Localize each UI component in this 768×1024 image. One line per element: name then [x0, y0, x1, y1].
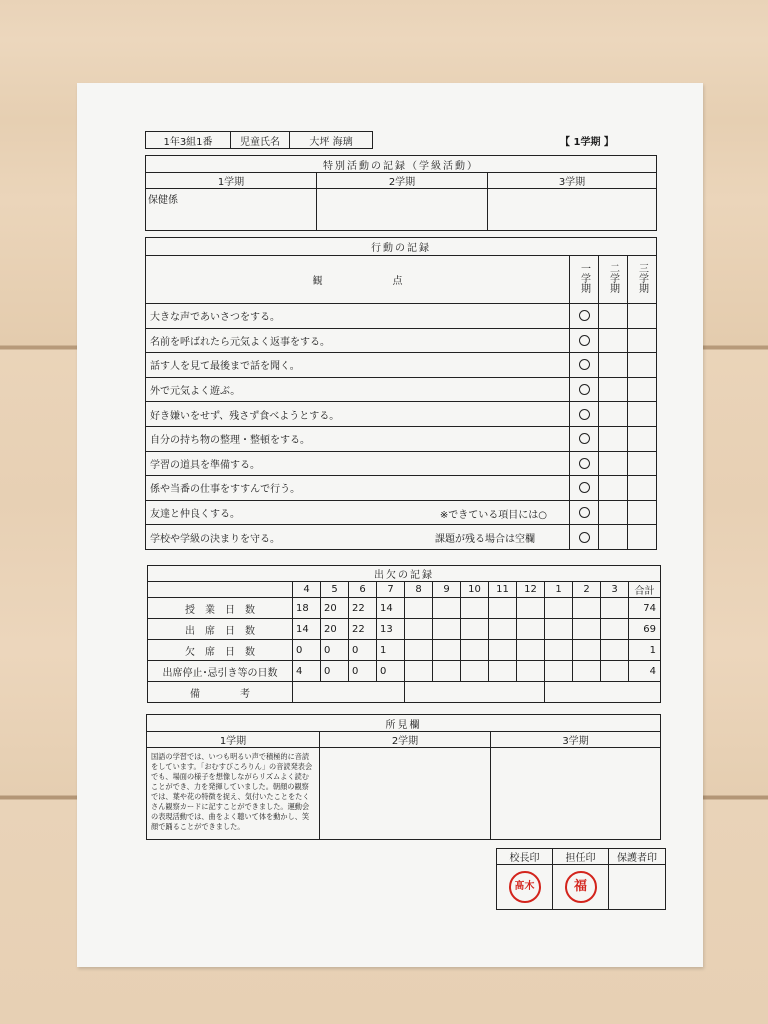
behavior-row: [146, 451, 657, 476]
circle-mark-icon: [579, 433, 590, 444]
behavior-row: [146, 402, 657, 427]
circle-mark-icon: [579, 310, 590, 321]
attendance-cell: [461, 619, 489, 640]
attendance-cell: [601, 661, 629, 682]
attendance-row: [148, 640, 661, 661]
attendance-cell: 0: [293, 640, 321, 661]
behavior-mark-cell: [570, 353, 599, 378]
behavior-item-text: 学校や学級の決まりを守る。: [150, 533, 280, 545]
behavior-item: [146, 525, 570, 550]
circle-mark-icon: [579, 359, 590, 370]
special-value-3: [488, 189, 657, 231]
attendance-total: 74: [629, 598, 661, 619]
total-header: 合計: [629, 582, 661, 598]
behavior-mark-cell: [570, 426, 599, 451]
behavior-note: 課題が残る場合は空欄: [435, 534, 535, 546]
term-label: 【 1学期 】: [560, 137, 614, 148]
month-header: 9: [433, 582, 461, 598]
attendance-cell: [545, 661, 573, 682]
attendance-title: 出欠の記録: [148, 566, 661, 582]
behavior-mark-cell: [628, 525, 657, 550]
attendance-cell: [405, 619, 433, 640]
remarks-label: 備 考: [148, 682, 293, 703]
behavior-title: 行動の記録: [146, 238, 657, 256]
behavior-mark-cell: [628, 353, 657, 378]
behavior-mark-cell: [570, 304, 599, 329]
behavior-item-text: 係や当番の仕事をすすんで行う。: [150, 484, 301, 496]
behavior-row: [146, 525, 657, 550]
special-term-3: 3学期: [488, 173, 657, 189]
viewpoint-label: 観 点: [146, 256, 570, 304]
behavior-item: [146, 304, 570, 329]
behavior-item-text: 友達と仲良くする。: [150, 509, 240, 521]
comments-table: [146, 714, 661, 840]
behavior-item: [146, 476, 570, 501]
comments-text-1: 国語の学習では、いつも明るい声で積極的に音読をしています。「おむすびころりん」の音読発表会でも、場面の様子を想像しながらリズムよく読むことができ、力を発揮していました。朝顔の観察では、葉や花の特徴を捉え、気付いたことをたくさん観察カードに記すことができました。運動会の表現活動では、曲をよく聴いて体を動かし、笑顔で踊ることができました。: [147, 748, 320, 840]
attendance-total: 4: [629, 661, 661, 682]
teacher-stamp: 福: [565, 871, 597, 903]
behavior-mark-cell: [570, 525, 599, 550]
attendance-cell: [433, 640, 461, 661]
special-term-2: 2学期: [317, 173, 488, 189]
attendance-cell: [517, 598, 545, 619]
student-header: [145, 131, 373, 149]
behavior-mark-cell: [628, 451, 657, 476]
behavior-item: [146, 353, 570, 378]
term-col-1: 一学期: [570, 256, 599, 304]
behavior-mark-cell: [599, 476, 628, 501]
attendance-cell: 18: [293, 598, 321, 619]
behavior-mark-cell: [628, 402, 657, 427]
attendance-cell: 13: [377, 619, 405, 640]
month-header: 12: [517, 582, 545, 598]
attendance-cell: [461, 640, 489, 661]
behavior-mark-cell: [599, 451, 628, 476]
behavior-row: [146, 328, 657, 353]
behavior-row: [146, 304, 657, 329]
circle-mark-icon: [579, 384, 590, 395]
attendance-cell: 14: [377, 598, 405, 619]
month-header: 6: [349, 582, 377, 598]
remarks-2: [405, 682, 545, 703]
attendance-cell: [573, 598, 601, 619]
special-term-1: 1学期: [146, 173, 317, 189]
month-header: 7: [377, 582, 405, 598]
month-header: 11: [489, 582, 517, 598]
teacher-seal-box: [553, 865, 609, 910]
attendance-cell: [461, 598, 489, 619]
behavior-mark-cell: [628, 476, 657, 501]
behavior-mark-cell: [599, 402, 628, 427]
behavior-row: [146, 377, 657, 402]
behavior-item-text: 自分の持ち物の整理・整頓をする。: [150, 435, 310, 447]
circle-mark-icon: [579, 458, 590, 469]
attendance-cell: [489, 640, 517, 661]
principal-seal-box: [497, 865, 553, 910]
attendance-cell: [517, 619, 545, 640]
attendance-corner: [148, 582, 293, 598]
attendance-cell: 1: [377, 640, 405, 661]
behavior-mark-cell: [570, 328, 599, 353]
month-header: 5: [321, 582, 349, 598]
attendance-cell: [433, 619, 461, 640]
behavior-mark-cell: [570, 500, 599, 525]
behavior-row: [146, 500, 657, 525]
attendance-cell: [573, 640, 601, 661]
behavior-mark-cell: [570, 451, 599, 476]
attendance-cell: [573, 661, 601, 682]
behavior-mark-cell: [570, 402, 599, 427]
principal-stamp: 髙木: [509, 871, 541, 903]
attendance-cell: [517, 661, 545, 682]
attendance-cell: [405, 640, 433, 661]
attendance-cell: [489, 661, 517, 682]
month-header: 2: [573, 582, 601, 598]
guardian-seal-label: 保護者印: [609, 849, 666, 865]
name-label: 児童氏名: [231, 132, 290, 149]
attendance-row-label: 出席停止･忌引き等の日数: [148, 661, 293, 682]
behavior-mark-cell: [599, 304, 628, 329]
behavior-mark-cell: [628, 328, 657, 353]
remarks-1: [293, 682, 405, 703]
behavior-mark-cell: [628, 377, 657, 402]
student-name: 大坪 海璃: [290, 132, 373, 149]
attendance-cell: 4: [293, 661, 321, 682]
behavior-mark-cell: [628, 304, 657, 329]
month-header: 1: [545, 582, 573, 598]
behavior-row: [146, 353, 657, 378]
attendance-cell: 22: [349, 598, 377, 619]
comments-text-2: [320, 748, 491, 840]
guardian-seal-box: [609, 865, 666, 910]
circle-mark-icon: [579, 482, 590, 493]
behavior-row: [146, 476, 657, 501]
behavior-mark-cell: [628, 426, 657, 451]
behavior-mark-cell: [599, 377, 628, 402]
special-title: 特別活動の記録（学級活動）: [146, 156, 657, 173]
seal-table: [496, 848, 666, 910]
attendance-cell: 20: [321, 598, 349, 619]
attendance-cell: [405, 598, 433, 619]
report-card-paper: [77, 83, 703, 967]
behavior-note: ※できている項目には○: [439, 509, 547, 521]
attendance-cell: [545, 598, 573, 619]
attendance-table: [147, 565, 661, 703]
attendance-cell: [601, 640, 629, 661]
circle-mark-icon: [579, 409, 590, 420]
attendance-cell: 0: [377, 661, 405, 682]
behavior-item-text: 名前を呼ばれたら元気よく返事をする。: [150, 336, 330, 348]
special-value-2: [317, 189, 488, 231]
behavior-item-text: 学習の道具を準備する。: [150, 459, 260, 471]
attendance-row-label: 欠 席 日 数: [148, 640, 293, 661]
comments-text-3: [491, 748, 661, 840]
behavior-mark-cell: [570, 476, 599, 501]
behavior-mark-cell: [599, 426, 628, 451]
behavior-row: [146, 426, 657, 451]
behavior-mark-cell: [628, 500, 657, 525]
attendance-cell: [545, 640, 573, 661]
attendance-cell: [601, 598, 629, 619]
behavior-item: [146, 377, 570, 402]
attendance-cell: 0: [349, 661, 377, 682]
attendance-row: [148, 661, 661, 682]
month-header: 8: [405, 582, 433, 598]
attendance-cell: 22: [349, 619, 377, 640]
behavior-table: [145, 237, 657, 550]
attendance-cell: 0: [321, 640, 349, 661]
attendance-cell: [601, 619, 629, 640]
attendance-row-label: 出 席 日 数: [148, 619, 293, 640]
attendance-row: [148, 598, 661, 619]
attendance-cell: 20: [321, 619, 349, 640]
attendance-cell: [545, 619, 573, 640]
attendance-cell: [489, 598, 517, 619]
behavior-item-text: 大きな声であいさつをする。: [150, 312, 280, 324]
principal-seal-label: 校長印: [497, 849, 553, 865]
attendance-total: 69: [629, 619, 661, 640]
circle-mark-icon: [579, 532, 590, 543]
attendance-cell: [461, 661, 489, 682]
special-value-1: 保健係: [146, 189, 317, 231]
behavior-mark-cell: [599, 328, 628, 353]
class-number: 1年3組1番: [146, 132, 231, 149]
behavior-mark-cell: [570, 377, 599, 402]
term-col-3: 三学期: [628, 256, 657, 304]
behavior-item: [146, 451, 570, 476]
behavior-item: [146, 500, 570, 525]
behavior-item-text: 好き嫌いをせず、残さず食べようとする。: [150, 410, 340, 422]
attendance-cell: 14: [293, 619, 321, 640]
behavior-item-text: 外で元気よく遊ぶ。: [150, 386, 241, 398]
attendance-cell: [517, 640, 545, 661]
behavior-mark-cell: [599, 353, 628, 378]
attendance-row: [148, 619, 661, 640]
comments-term-1: 1学期: [147, 732, 320, 748]
attendance-cell: [433, 598, 461, 619]
remarks-3: [545, 682, 661, 703]
attendance-cell: [433, 661, 461, 682]
month-header: 4: [293, 582, 321, 598]
term-col-2: 二学期: [599, 256, 628, 304]
teacher-seal-label: 担任印: [553, 849, 609, 865]
comments-term-2: 2学期: [320, 732, 491, 748]
special-activities-table: [145, 155, 657, 231]
behavior-item: [146, 426, 570, 451]
behavior-item-text: 話す人を見て最後まで話を聞く。: [150, 361, 300, 373]
attendance-cell: [573, 619, 601, 640]
attendance-cell: [489, 619, 517, 640]
circle-mark-icon: [579, 335, 590, 346]
attendance-cell: 0: [349, 640, 377, 661]
attendance-cell: [405, 661, 433, 682]
behavior-item: [146, 328, 570, 353]
behavior-mark-cell: [599, 500, 628, 525]
behavior-item: [146, 402, 570, 427]
attendance-row-label: 授 業 日 数: [148, 598, 293, 619]
behavior-mark-cell: [599, 525, 628, 550]
month-header: 3: [601, 582, 629, 598]
circle-mark-icon: [579, 507, 590, 518]
attendance-total: 1: [629, 640, 661, 661]
comments-title: 所見欄: [147, 715, 661, 732]
attendance-cell: 0: [321, 661, 349, 682]
comments-term-3: 3学期: [491, 732, 661, 748]
month-header: 10: [461, 582, 489, 598]
